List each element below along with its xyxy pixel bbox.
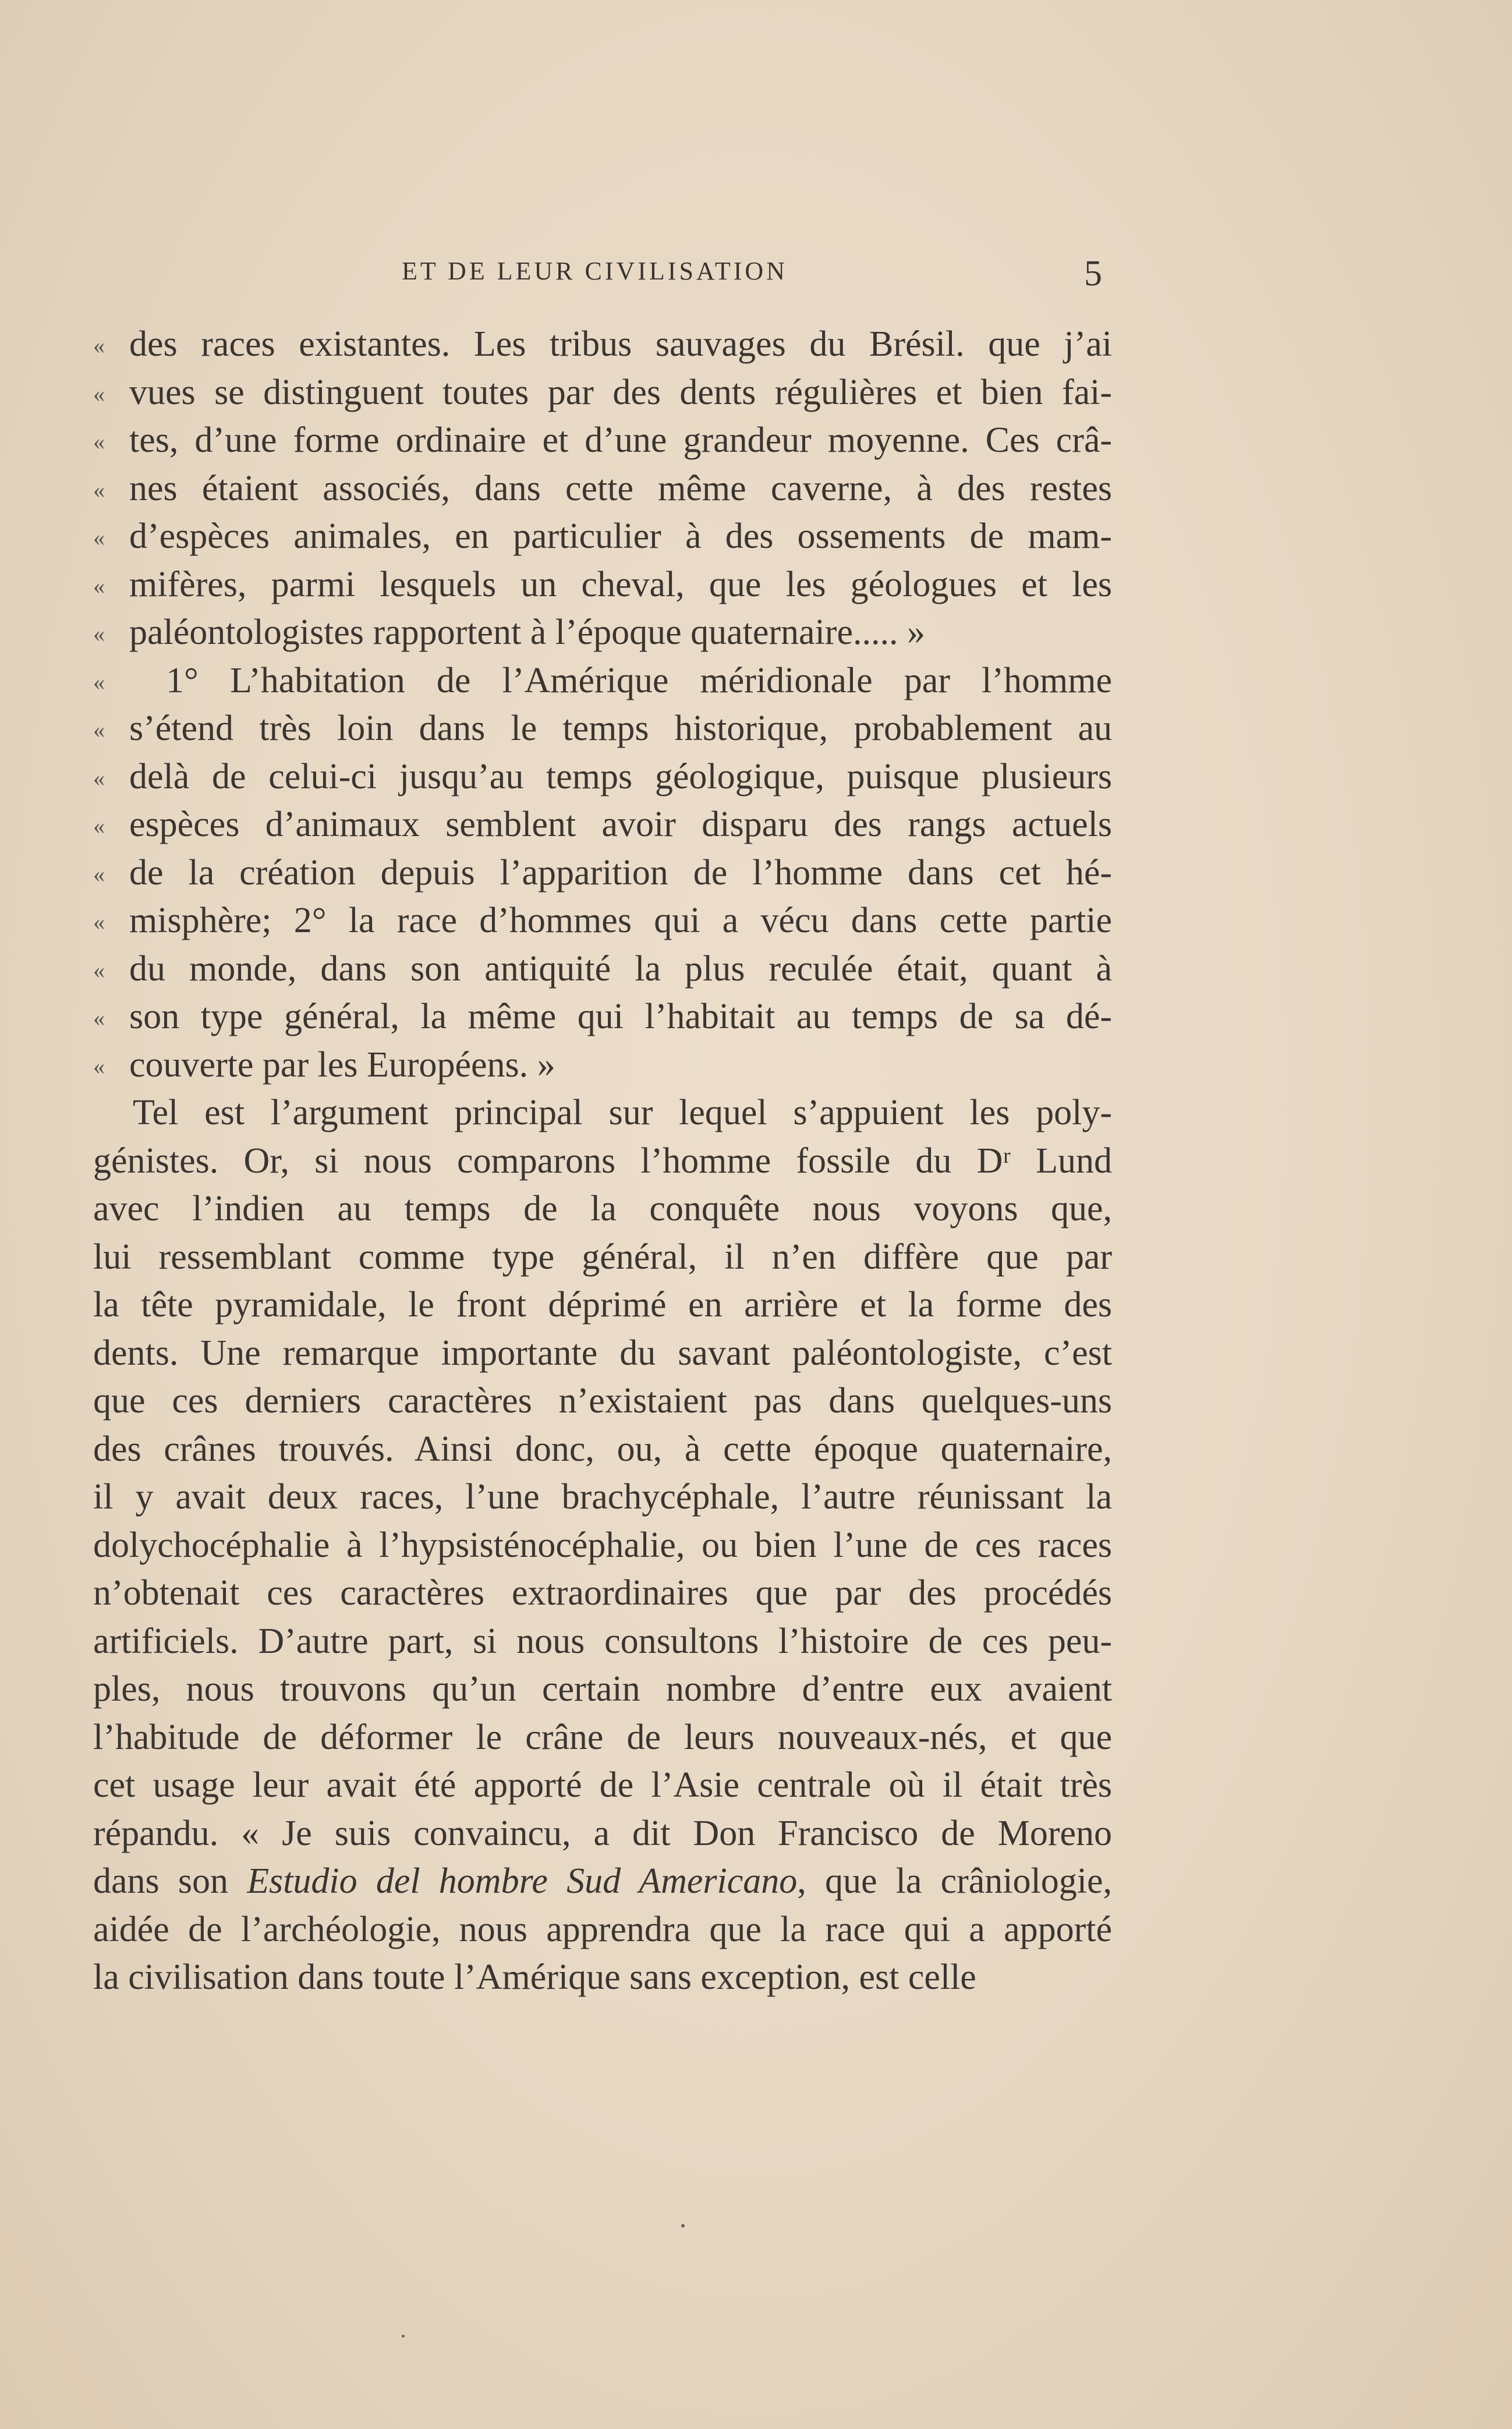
text-line: « son type général, la même qui l’habitait au temps de sa dé- [93, 993, 1112, 1041]
text-line: que ces derniers caractères n’existaient pas dans quelques-uns [93, 1381, 1112, 1421]
text-line: « s’étend très loin dans le temps historique, probablement au [93, 704, 1112, 753]
quote-mark: « [93, 380, 105, 407]
text-line: ples, nous trouvons qu’un certain nombre d’entre eux avaient [93, 1669, 1112, 1709]
quote-mark: « [93, 621, 105, 647]
text-line: la tête pyramidale, le front déprimé en arrière et la forme des [93, 1285, 1112, 1325]
text-line: génistes. Or, si nous comparons l’homme fossile du Dʳ Lund [93, 1141, 1112, 1181]
quote-mark: « [93, 764, 105, 791]
quote-mark: « [93, 668, 105, 695]
paper-speck [681, 2224, 685, 2228]
text-line: répandu. « Je suis convaincu, a dit Don Francisco de Moreno [93, 1813, 1112, 1853]
text-line: « tes, d’une forme ordinaire et d’une grandeur moyenne. Ces crâ- [93, 416, 1112, 465]
text-line: « espèces d’animaux semblent avoir disparu des rangs actuels [93, 801, 1112, 849]
text-line: dolychocéphalie à l’hypsisténocéphalie, ou bien l’une de ces races [93, 1525, 1112, 1565]
quote-mark: « [93, 957, 105, 983]
text-line: avec l’indien au temps de la conquête nous voyons que, [93, 1189, 1112, 1228]
book-title: Estudio del hombre Sud Americano [247, 1861, 798, 1901]
paper-speck [402, 2335, 405, 2338]
quote-mark: « [93, 572, 105, 599]
text-line: « paléontologistes rapportent à l’époque quaternaire..... » [93, 608, 1112, 657]
text-line: « 1° L’habitation de l’Amérique méridionale par l’homme [93, 657, 1112, 705]
quote-mark: « [93, 332, 105, 359]
quote-mark: « [93, 861, 105, 887]
body-text [93, 320, 1112, 2002]
quote-mark: « [93, 1005, 105, 1031]
text-line: « delà de celui-ci jusqu’au temps géologique, puisque plusieurs [93, 753, 1112, 801]
text-line: cet usage leur avait été apporté de l’Asie centrale où il était très [93, 1765, 1112, 1805]
text-line: « des races existantes. Les tribus sauvages du Brésil. que j’ai [93, 320, 1112, 369]
quote-mark: « [93, 1053, 105, 1079]
quote-mark: « [93, 476, 105, 503]
quote-mark: « [93, 909, 105, 935]
text-line: artificiels. D’autre part, si nous consultons l’histoire de ces peu- [93, 1621, 1112, 1661]
text-line: l’habitude de déformer le crâne de leurs nouveaux-nés, et que [93, 1717, 1112, 1757]
quote-mark: « [93, 429, 105, 455]
quote-mark: « [93, 525, 105, 551]
text-line: Tel est l’argument principal sur lequel s’appuient les poly- [133, 1093, 1112, 1132]
text-line: dans son Estudio del hombre Sud Americano, que la crâniologie, [93, 1861, 1112, 1901]
text-line: des crânes trouvés. Ainsi donc, ou, à cette époque quaternaire, [93, 1429, 1112, 1469]
text-line: « couverte par les Européens. » [93, 1041, 1112, 1089]
text-line: « misphère; 2° la race d’hommes qui a vécu dans cette partie [93, 897, 1112, 945]
quote-mark: « [93, 717, 105, 743]
text-line: lui ressemblant comme type général, il n’en diffère que par [93, 1237, 1112, 1277]
text-line: « d’espèces animales, en particulier à des ossements de mam- [93, 512, 1112, 561]
text-line: « nes étaient associés, dans cette même caverne, à des restes [93, 465, 1112, 513]
text-line: aidée de l’archéologie, nous apprendra que la race qui a apporté [93, 1909, 1112, 1949]
text-line: « vues se distinguent toutes par des dents régulières et bien fai- [93, 369, 1112, 417]
text-line: « mifères, parmi lesquels un cheval, que les géologues et les [93, 561, 1112, 609]
text-line: la civilisation dans toute l’Amérique sans exception, est celle [93, 1957, 976, 1997]
page-number: 5 [1084, 254, 1102, 293]
text-line: « de la création depuis l’apparition de l’homme dans cet hé- [93, 849, 1112, 897]
text-line: dents. Une remarque importante du savant paléontologiste, c’est [93, 1333, 1112, 1373]
quote-mark: « [93, 813, 105, 839]
text-line: il y avait deux races, l’une brachycéphale, l’autre réunissant la [93, 1477, 1112, 1517]
text-line: n’obtenait ces caractères extraordinaires que par des procédés [93, 1573, 1112, 1613]
running-head: ET DE LEUR CIVILISATION [402, 257, 788, 285]
text-line: « du monde, dans son antiquité la plus reculée était, quant à [93, 945, 1112, 993]
